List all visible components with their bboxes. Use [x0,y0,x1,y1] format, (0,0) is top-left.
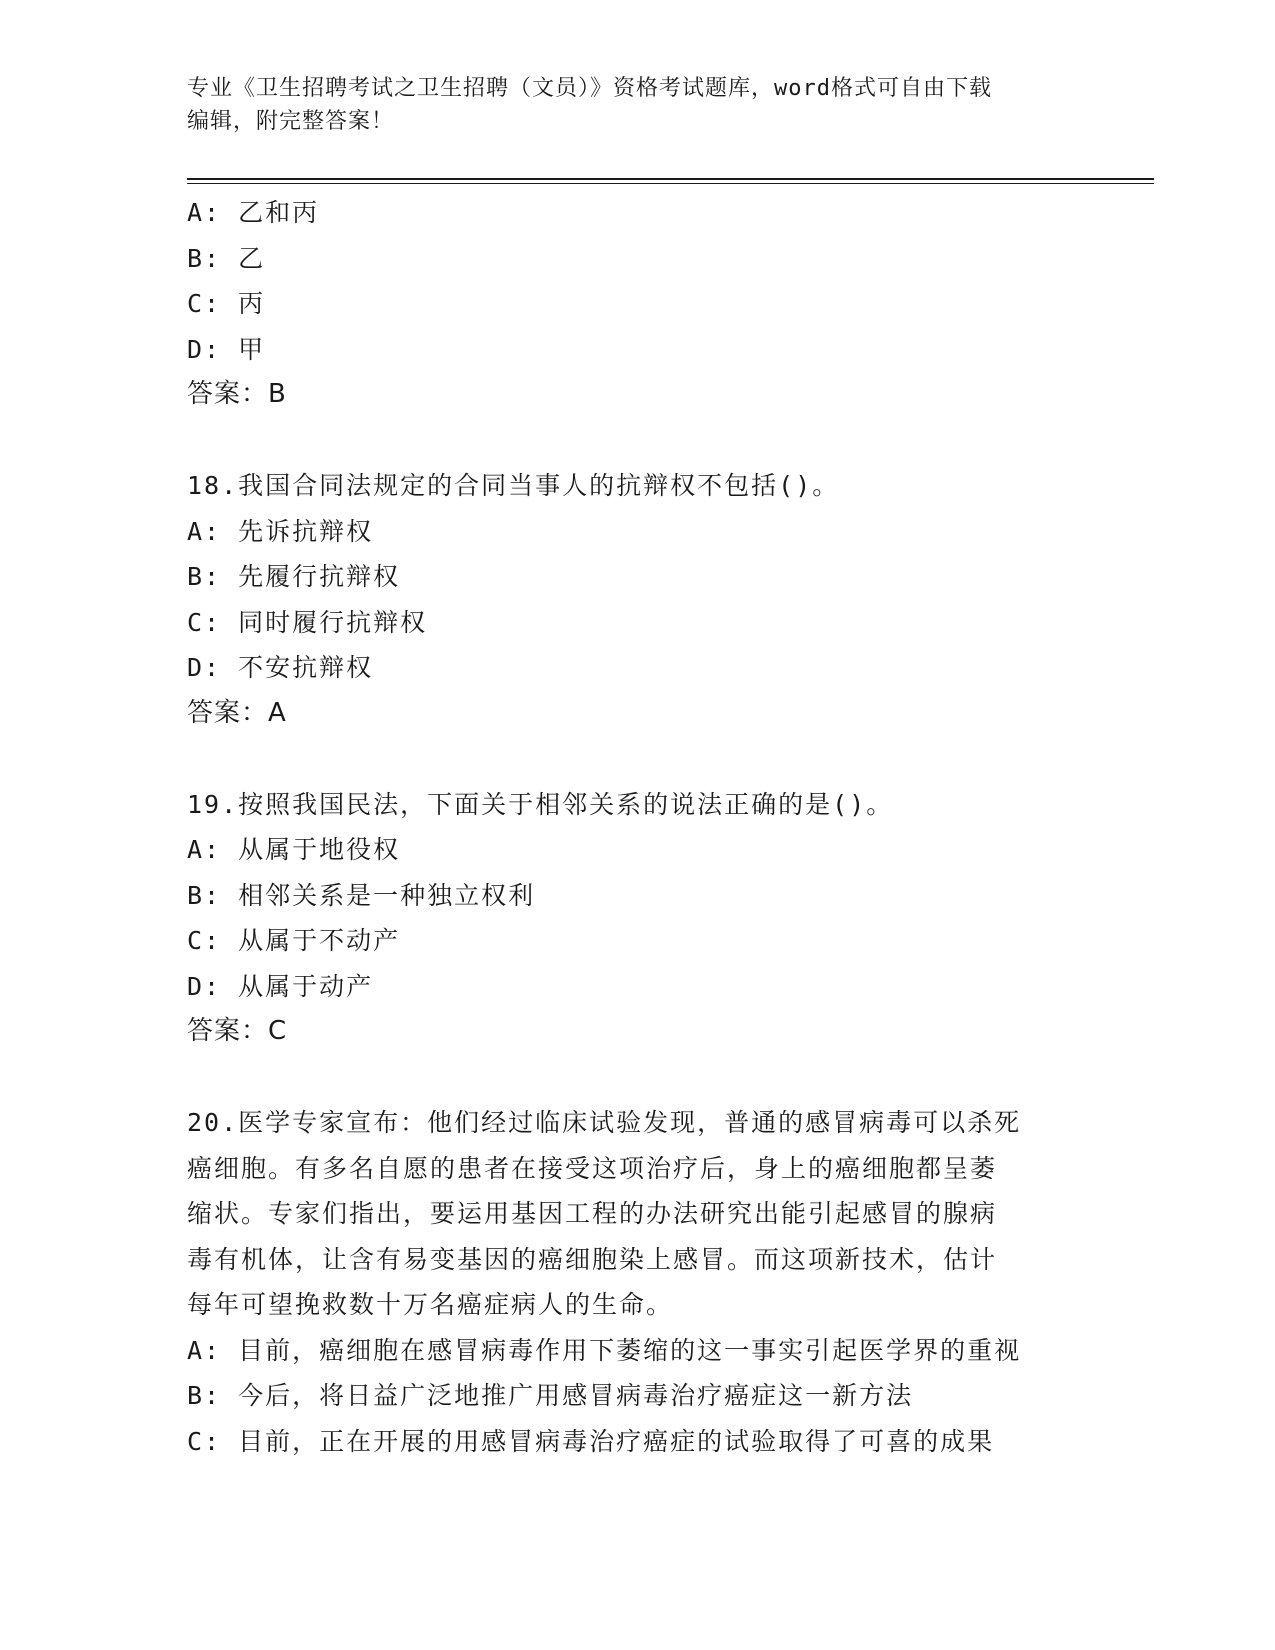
question-list [187,190,1087,1464]
spacer [187,1055,1087,1101]
question-20 [187,1100,1087,1464]
spacer [187,418,1087,464]
option-c: C: 丙 [187,289,266,318]
option-d: D: 从属于动产 [187,971,374,1001]
option-d: D: 甲 [187,334,266,364]
question-text: 19.按照我国民法，下面关于相邻关系的说法正确的是()。 [187,789,894,819]
answer: 答案：B [187,379,287,409]
option-b: B: 今后，将日益广泛地推广用感冒病毒治疗癌症这一新方法 [187,1381,914,1410]
question-text-line-3: 缩状。专家们指出，要运用基因工程的办法研究出能引起感冒的腺病 [187,1199,998,1228]
option-b: B: 先履行抗辩权 [187,562,401,591]
header-divider-thin [187,183,1154,184]
question-text-line-4: 毒有机体，让含有易变基因的癌细胞染上感冒。而这项新技术，估计 [187,1244,998,1274]
spacer [187,736,1087,782]
option-c: C: 目前，正在开展的用感冒病毒治疗癌症的试验取得了可喜的成果 [187,1426,995,1456]
option-b: B: 乙 [187,243,266,273]
option-c: C: 同时履行抗辩权 [187,607,428,637]
option-b: B: 相邻关系是一种独立权利 [187,880,536,910]
header-line-2: 编辑，附完整答案！ [187,109,395,134]
header-line-1: 专业《卫生招聘考试之卫生招聘（文员）》资格考试题库，word格式可自由下载 [187,76,992,101]
question-text: 18.我国合同法规定的合同当事人的抗辩权不包括()。 [187,471,840,500]
question-19 [187,782,1087,1055]
option-a: A: 先诉抗辩权 [187,516,374,546]
option-d: D: 不安抗辩权 [187,653,374,682]
header-divider-thick [187,178,1154,180]
question-text-line-5: 每年可望挽救数十万名癌症病人的生命。 [187,1290,674,1319]
question-text-line-2: 癌细胞。有多名自愿的患者在接受这项治疗后，身上的癌细胞都呈萎 [187,1153,998,1183]
option-c: C: 从属于不动产 [187,926,401,955]
question-17 [187,190,1087,418]
question-text-line-1: 20.医学专家宣布：他们经过临床试验发现，普通的感冒病毒可以杀死 [187,1108,1022,1137]
question-18 [187,463,1087,736]
answer: 答案：A [187,697,287,728]
option-a: A: 目前，癌细胞在感冒病毒作用下萎缩的这一事实引起医学界的重视 [187,1335,1022,1365]
option-a: A: 从属于地役权 [187,835,401,864]
document-header [187,72,1087,138]
answer: 答案：C [187,1016,288,1046]
option-a: A: 乙和丙 [187,198,320,227]
